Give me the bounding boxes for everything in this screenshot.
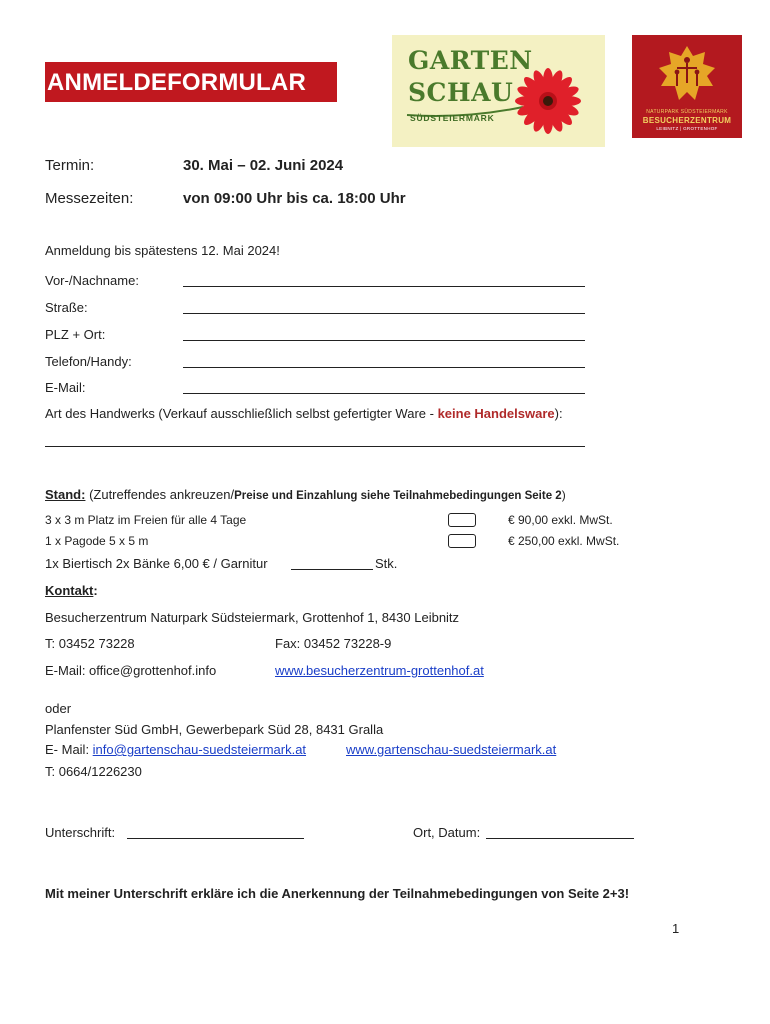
phone-field[interactable] xyxy=(183,367,585,368)
page-number: 1 xyxy=(672,921,680,936)
stand-hint-close: ) xyxy=(561,488,566,502)
craft-label-prefix: Art des Handwerks (Verkauf ausschließlich selbst gefertigter Ware - xyxy=(45,406,438,421)
contact-email2-row xyxy=(45,742,306,757)
contact-heading-colon: : xyxy=(93,583,98,598)
messezeiten-label: Messezeiten: xyxy=(45,190,134,207)
contact-fax1: Fax: 03452 73228-9 xyxy=(275,636,392,651)
stand-option-1-label: 3 x 3 m Platz im Freien für alle 4 Tage xyxy=(45,513,247,527)
stand-heading xyxy=(45,487,566,502)
contact-email1: E-Mail: office@grottenhof.info xyxy=(45,663,217,678)
street-label: Straße: xyxy=(45,300,88,315)
craft-label-suffix: ): xyxy=(554,406,563,421)
messezeiten-value: von 09:00 Uhr bis ca. 18:00 Uhr xyxy=(183,190,406,207)
craft-field[interactable] xyxy=(45,446,585,447)
craft-label-highlight: keine Handelsware xyxy=(437,406,555,421)
name-label: Vor-/Nachname: xyxy=(45,273,139,288)
stand-option-2-label: 1 x Pagode 5 x 5 m xyxy=(45,534,149,548)
form-title: ANMELDEFORMULAR xyxy=(47,69,306,96)
contact-email2-link[interactable]: info@gartenschau-suedsteiermark.at xyxy=(92,742,307,757)
gartenschau-logo-line1: GARTEN xyxy=(408,46,533,75)
signature-label: Unterschrift: xyxy=(45,825,116,840)
street-field[interactable] xyxy=(183,313,585,314)
stand-option-2-checkbox[interactable] xyxy=(448,534,476,548)
stand-option-2-price: € 250,00 exkl. MwSt. xyxy=(508,534,620,548)
email-field[interactable] xyxy=(183,393,585,394)
signature-field[interactable] xyxy=(127,838,304,839)
vine-leaf-icon xyxy=(653,42,721,106)
gerbera-flower-icon xyxy=(515,68,581,134)
besucherzentrum-logo-line2: BESUCHERZENTRUM xyxy=(642,116,732,125)
deadline-note: Anmeldung bis spätestens 12. Mai 2024! xyxy=(45,243,280,258)
gartenschau-logo-line3: SÜDSTEIERMARK xyxy=(410,113,495,123)
contact-web1-link[interactable]: www.besucherzentrum-grottenhof.at xyxy=(275,663,484,678)
besucherzentrum-logo-line3: LEIBNITZ | GROTTENHOF xyxy=(656,126,718,131)
beer-table-label: 1x Biertisch 2x Bänke 6,00 € / Garnitur xyxy=(45,556,268,571)
termin-value: 30. Mai – 02. Juni 2024 xyxy=(183,157,344,174)
contact-phone2: T: 0664/1226230 xyxy=(45,764,142,779)
contact-or: oder xyxy=(45,701,72,716)
stand-hint-open: (Zutreffendes ankreuzen/ xyxy=(85,487,235,502)
beer-table-unit: Stk. xyxy=(375,556,398,571)
contact-heading xyxy=(45,583,98,598)
stand-option-1-price: € 90,00 exkl. MwSt. xyxy=(508,513,613,527)
contact-heading-text: Kontakt xyxy=(45,583,94,598)
email-label: E-Mail: xyxy=(45,380,86,395)
place-date-field[interactable] xyxy=(486,838,634,839)
termin-label: Termin: xyxy=(45,157,95,174)
declaration-text: Mit meiner Unterschrift erkläre ich die Anerkennung der Teilnahmebedingungen von Seite 2+3! xyxy=(45,886,630,901)
besucherzentrum-logo-line1: NATURPARK SÜDSTEIERMARK xyxy=(646,109,728,115)
craft-label xyxy=(45,406,563,421)
contact-email2-label: E- Mail: xyxy=(45,742,93,757)
phone-label: Telefon/Handy: xyxy=(45,354,132,369)
place-date-label: Ort, Datum: xyxy=(413,825,481,840)
stand-option-1-checkbox[interactable] xyxy=(448,513,476,527)
zip-city-field[interactable] xyxy=(183,340,585,341)
zip-city-label: PLZ + Ort: xyxy=(45,327,106,342)
name-field[interactable] xyxy=(183,286,585,287)
beer-table-quantity-field[interactable] xyxy=(291,569,373,570)
stand-hint-bold: Preise und Einzahlung siehe Teilnahmebedingungen Seite 2 xyxy=(234,490,562,502)
contact-web2-link[interactable]: www.gartenschau-suedsteiermark.at xyxy=(346,742,557,757)
contact-phone1: T: 03452 73228 xyxy=(45,636,135,651)
stand-label: Stand: xyxy=(45,487,86,502)
contact-org1: Besucherzentrum Naturpark Südsteiermark, Grottenhof 1, 8430 Leibnitz xyxy=(45,610,460,625)
contact-org2: Planfenster Süd GmbH, Gewerbepark Süd 28, 8431 Gralla xyxy=(45,722,384,737)
gartenschau-logo-line2: SCHAU xyxy=(408,78,514,107)
